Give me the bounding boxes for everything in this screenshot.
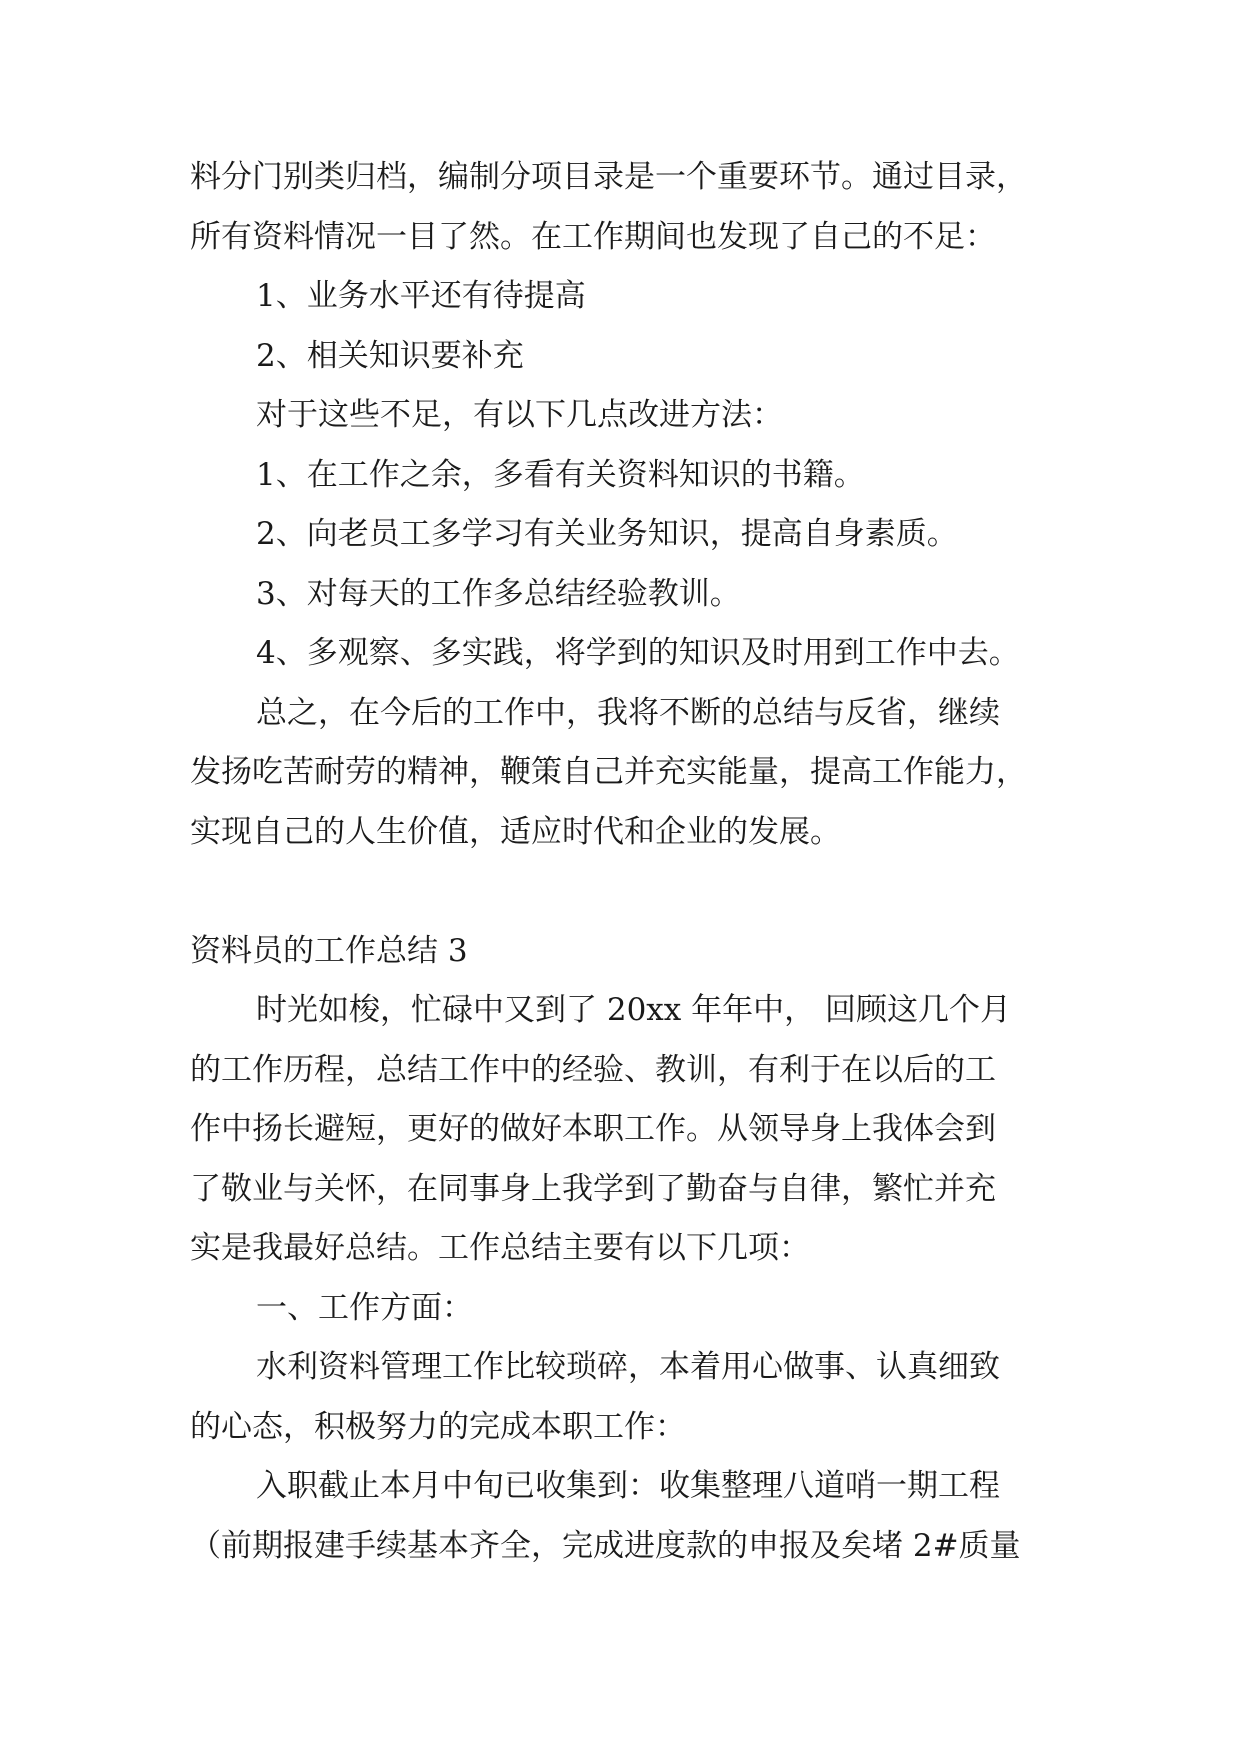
- paragraph-line: 实现自己的人生价值，适应时代和企业的发展。: [190, 813, 841, 850]
- paragraph-line: 水利资料管理工作比较琐碎，本着用心做事、认真细致: [256, 1349, 1000, 1385]
- list-item: 2、相关知识要补充: [256, 337, 524, 374]
- paragraph-line: 时光如梭，忙碌中又到了 20xx 年年中， 回顾这几个月: [256, 992, 1011, 1028]
- paragraph-line: 总之，在今后的工作中，我将不断的总结与反省，继续: [256, 694, 1000, 731]
- list-item: 3、对每天的工作多总结经验教训。: [256, 575, 741, 612]
- paragraph-line: 入职截止本月中旬已收集到：收集整理八道哨一期工程: [256, 1468, 1000, 1504]
- paragraph-line: 实是我最好总结。工作总结主要有以下几项：: [190, 1230, 810, 1266]
- paragraph-line: 所有资料情况一目了然。在工作期间也发现了自己的不足：: [190, 218, 996, 255]
- document-body: [190, 148, 1070, 1576]
- paragraph-line: （前期报建手续基本齐全，完成进度款的申报及矣堵 2#质量: [190, 1527, 1021, 1564]
- list-item: 1、在工作之余，多看有关资料知识的书籍。: [256, 456, 865, 493]
- paragraph-line: 料分门别类归档，编制分项目录是一个重要环节。通过目录，: [190, 159, 1027, 195]
- paragraph-line: 的心态，积极努力的完成本职工作：: [190, 1408, 686, 1445]
- list-item: 2、向老员工多学习有关业务知识，提高自身素质。: [256, 516, 958, 552]
- paragraph-line: 作中扬长避短，更好的做好本职工作。从领导身上我体会到: [190, 1111, 996, 1147]
- list-item: 1、业务水平还有待提高: [256, 278, 586, 314]
- paragraph-line: 发扬吃苦耐劳的精神，鞭策自己并充实能量，提高工作能力，: [190, 754, 1027, 790]
- section-heading: 资料员的工作总结 3: [190, 932, 468, 969]
- subheading: 一、工作方面：: [256, 1289, 473, 1326]
- paragraph-line: 对于这些不足，有以下几点改进方法：: [256, 397, 783, 433]
- list-item: 4、多观察、多实践，将学到的知识及时用到工作中去。: [256, 635, 1020, 671]
- section-gap: [190, 862, 1070, 922]
- paragraph-line: 了敬业与关怀，在同事身上我学到了勤奋与自律，繁忙并充: [190, 1170, 996, 1207]
- paragraph-line: 的工作历程，总结工作中的经验、教训，有利于在以后的工: [190, 1051, 996, 1088]
